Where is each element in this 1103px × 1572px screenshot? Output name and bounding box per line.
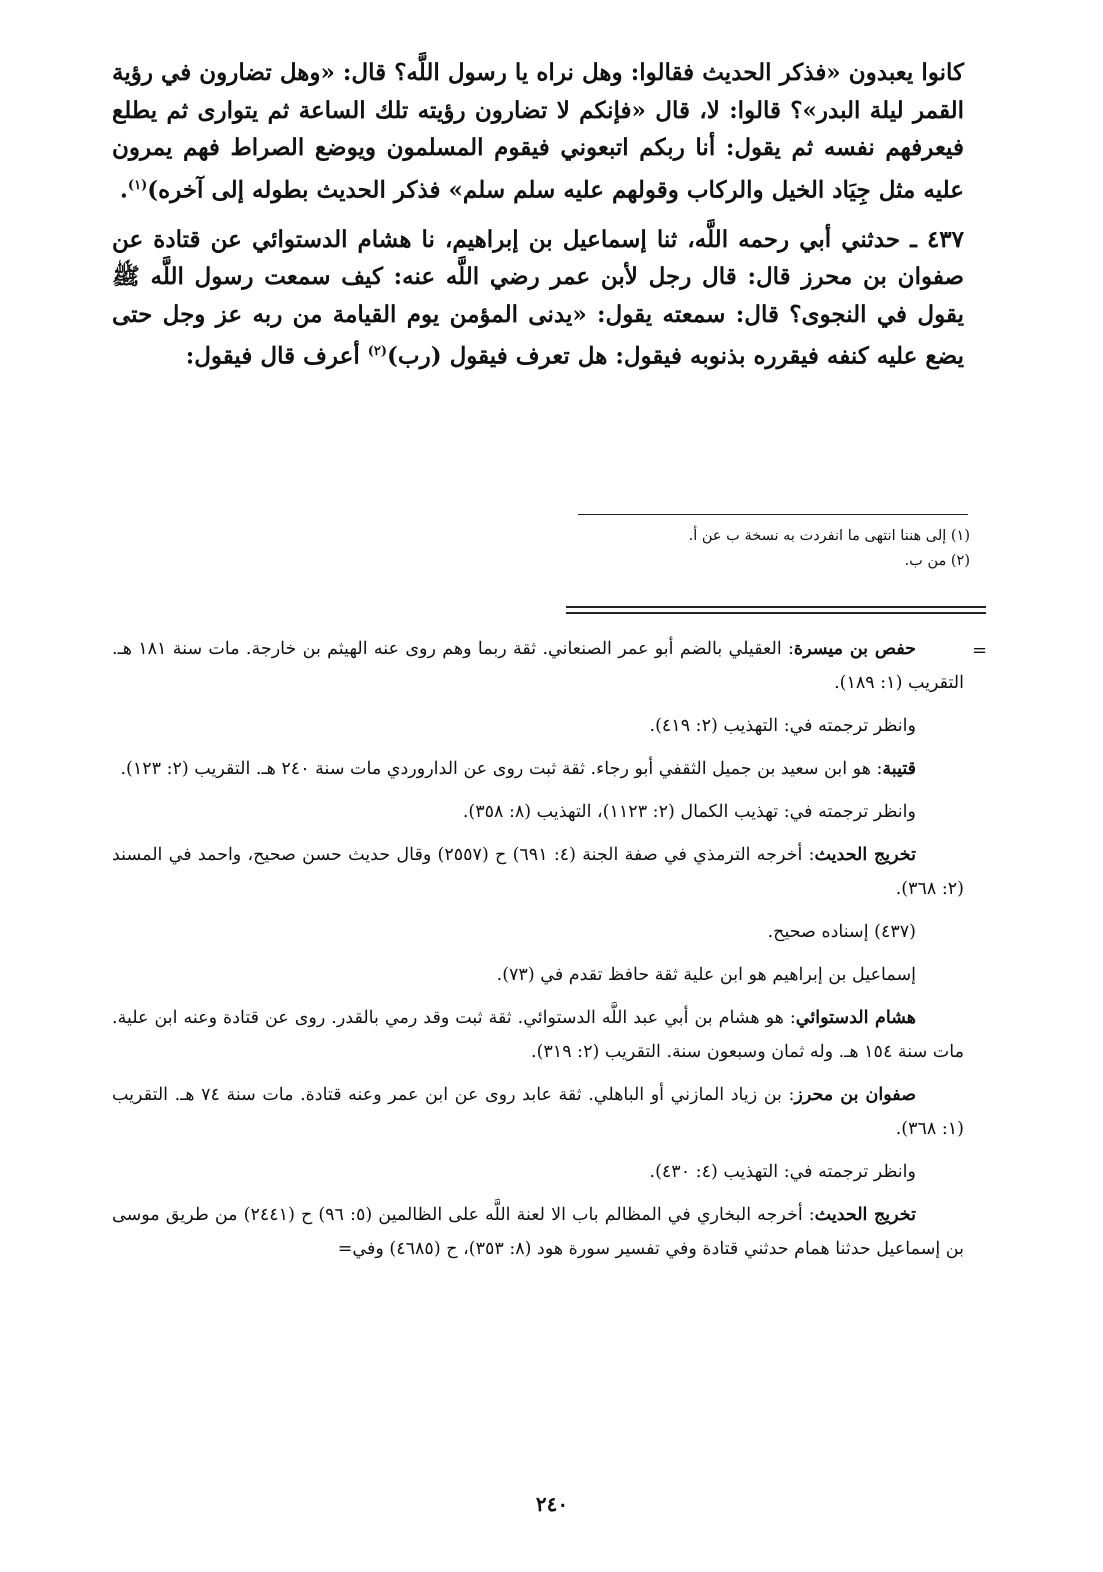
hadith-number: ٤٣٧: [926, 225, 964, 253]
entry-label: تخريج الحديث: [814, 1205, 916, 1225]
commentary-entry: وانظر ترجمته في: التهذيب (٢: ٤١٩).: [649, 716, 916, 736]
continuation-mark: =: [972, 640, 988, 661]
double-rule-bottom: [566, 612, 986, 614]
paragraph-text: كانوا يعبدون «فذكر الحديث فقالوا: وهل نراه يا رسول اللَّه؟ قال: «وهل تضارون في رؤية القمر ليلة البدر»؟ قالوا: لا، قال «فإنكم لا تضارون رؤيته تلك الساعة ثم يتوارى ثم يطلع فيعرفهم نفسه ثم يقول: أنا ربكم اتبعوني فيقوم المسلمون ويوضع الصراط فهم يمرون عليه مثل جِيَاد الخيل والركاب وقولهم عليه سلم سلم» فذكر الحديث بطوله إلى آخره): [112, 59, 964, 204]
commentary-entry: إسماعيل بن إبراهيم هو ابن علية ثقة حافظ تقدم في (٧٣).: [496, 965, 916, 985]
commentary-entry: وانظر ترجمته في: التهذيب (٤: ٤٣٠).: [649, 1162, 916, 1182]
entry-label: هشام الدستوائي: [795, 1008, 916, 1028]
entry-text: : بن زياد المازني أو الباهلي. ثقة عابد روى عن ابن عمر وعنه قتادة. مات سنة ٧٤ هـ. التقريب (١: ٣٦٨).: [112, 1085, 964, 1139]
double-rule-top: [566, 606, 986, 608]
commentary-entry: [112, 1001, 964, 1069]
entry-text: : أخرجه البخاري في المظالم باب الا لعنة اللَّه على الظالمين (٥: ٩٦) ح (٢٤٤١) من طريق موسى بن إسماعيل حدثنا همام حدثني قتادة وفي تفسير سورة هود (٨: ٣٥٣)، ح (٤٦٨٥) وفي=: [112, 1205, 964, 1259]
page-number: ٢٤٠: [535, 1492, 569, 1516]
commentary-entry: [112, 632, 964, 700]
commentary-entry: [112, 1078, 964, 1146]
entry-text: : هو هشام بن أبي عبد اللَّه الدستوائي. ثقة ثبت وقد رمي بالقدر. روى عن قتادة وعنه ابن علية. مات سنة ١٥٤ هـ. وله ثمان وسبعون سنة. التقريب (٢: ٣١٩).: [112, 1008, 964, 1062]
paragraph-text: ـ حدثني أبي رحمه اللَّه، ثنا إسماعيل بن إبراهيم، نا هشام الدستوائي عن قتادة عن صفوان بن محرز قال: قال رجل لأبن عمر رضي اللَّه عنه: كيف سمعت رسول اللَّه ﷺ يقول في النجوى؟ قال: سمعته يقول: «يدنى المؤمن يوم القيامة من ربه عز وجل حتى يضع عليه كنفه فيقرره بذنوبه فيقول: هل تعرف فيقول (رب): [112, 225, 964, 370]
footnotes: [440, 524, 970, 574]
commentary-entry: (٤٣٧) إسناده صحيح.: [767, 922, 916, 942]
paragraph-text-end: أعرف قال فيقول:: [185, 342, 368, 370]
footnote-2: (٢) من ب.: [904, 553, 970, 569]
entry-text: : أخرجه الترمذي في صفة الجنة (٤: ٦٩١) ح (٢٥٥٧) وقال حديث حسن صحيح، واحمد في المسند (٢: ٣٦٨).: [112, 845, 964, 899]
commentary-entry: [112, 752, 964, 786]
entry-label: صفوان بن محرز: [794, 1085, 916, 1105]
hadith-text: [112, 54, 964, 375]
commentary-entry: [112, 1198, 964, 1266]
entry-label: تخريج الحديث: [814, 845, 916, 865]
paragraph-436-end: كانوا يعبدون «فذكر الحديث فقالوا: وهل نراه يا رسول اللَّه؟ قال: «وهل تضارون في رؤية القمر ليلة البدر»؟ قالوا: لا، قال «فإنكم لا تضارون رؤيته تلك الساعة ثم يتوارى ثم يطلع فيعرفهم نفسه ثم يقول: أنا ربكم اتبعوني فيقوم المسلمون ويوضع الصراط فهم يمرون عليه مثل جِيَاد الخيل والركاب وقولهم عليه سلم سلم» فذكر الحديث بطوله إلى آخره)$^{(١)}$.: [112, 59, 964, 204]
entry-label: قتيبة: [882, 759, 916, 779]
footnote-ref-1[interactable]: (١): [127, 177, 148, 193]
commentary-entry: وانظر ترجمته في: تهذيب الكمال (٢: ١١٢٣)، التهذيب (٨: ٣٥٨).: [462, 802, 916, 822]
commentary-section: [112, 632, 964, 1275]
commentary-entry: [112, 838, 964, 906]
footnote-1: (١) إلى هننا انتهى ما انفردت به نسخة ب عن أ.: [688, 528, 970, 544]
entry-label: حفص بن ميسرة: [793, 639, 917, 659]
entry-text: : العقيلي بالضم أبو عمر الصنعاني. ثقة ربما وهم روى عنه الهيثم بن خارجة. مات سنة ١٨١ هـ. التقريب (١: ١٨٩).: [112, 639, 964, 693]
footnote-divider: [578, 514, 968, 515]
entry-text: : هو ابن سعيد بن جميل الثقفي أبو رجاء. ثقة ثبت روى عن الداروردي مات سنة ٢٤٠ هـ. التقريب (٢: ١٢٣).: [120, 759, 883, 779]
footnote-ref-2[interactable]: (٢): [367, 344, 388, 360]
paragraph-437: [112, 221, 964, 376]
